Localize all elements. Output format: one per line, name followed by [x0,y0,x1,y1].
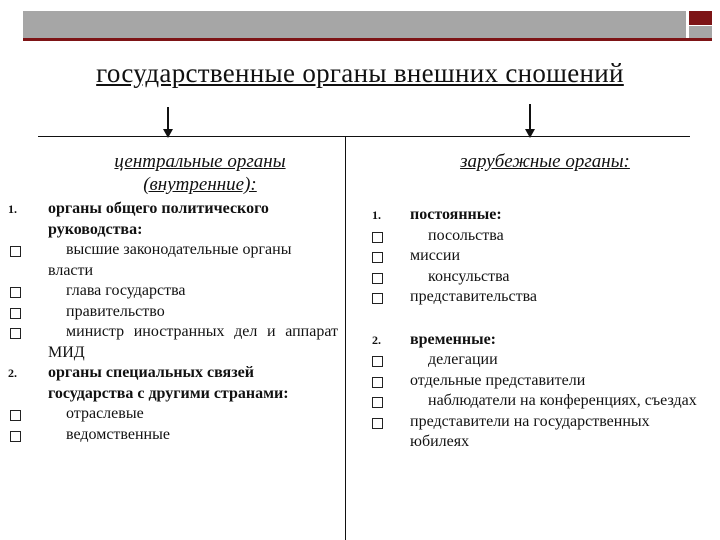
checkbox-icon [372,377,383,388]
list-item-text: министр иностранных дел и аппарат МИД [48,323,338,361]
left-subitem [48,302,338,323]
list-item-text: глава государства [66,282,186,299]
checkbox-icon [372,273,383,284]
left-subitem [48,281,338,302]
right-subitem [410,246,712,267]
right-subitem [410,287,712,308]
list-item-text: правительство [66,302,165,320]
checkbox-icon [372,418,383,429]
right-column-heading [400,150,690,173]
right-item-1 [372,205,712,226]
list-item-text: временные: [410,330,496,348]
right-list [372,205,712,453]
list-spacer [410,308,712,330]
checkbox-icon [372,252,383,263]
left-heading-line2: (внутренние): [143,174,257,195]
checkbox-icon [10,308,21,319]
left-column-heading [40,150,360,196]
list-item-text: ведомственные [66,425,170,443]
list-item-text: органы специальных связей государства с другими странами: [48,364,289,402]
list-item-text: наблюдатели на конференциях, съездах [428,392,697,409]
header-bar [23,11,686,39]
checkbox-icon [10,287,21,298]
right-item-2 [372,330,712,351]
left-item-2 [8,363,338,404]
list-item-text: миссии [410,247,461,264]
checkbox-icon [10,328,21,339]
checkbox-icon [10,410,21,421]
checkbox-icon [372,356,383,367]
vertical-divider [345,137,346,540]
list-item-text: делегации [428,351,498,368]
list-item-text: постоянные: [410,206,502,223]
left-subitem [48,404,338,425]
checkbox-icon [10,246,21,257]
header-rule [23,38,712,41]
right-subitem [410,391,712,412]
list-item-text: представительства [410,288,538,305]
left-heading-line1: центральные органы [114,151,286,172]
list-item-text: органы общего политического руководства: [48,200,269,238]
list-item-text: консульства [428,267,510,285]
horizontal-divider [38,136,690,137]
left-subitem [48,425,338,446]
right-subitem [410,371,712,392]
right-subitem [410,412,712,453]
right-heading-text: зарубежные органы: [460,151,630,172]
left-subitem [48,322,338,363]
list-number: 1. [372,208,381,222]
list-item-text: представители на государственных юбилеях [410,412,650,450]
checkbox-icon [372,232,383,243]
left-item-1 [8,199,338,240]
list-item-text: высшие законодательные органы власти [48,241,292,279]
right-subitem [410,350,712,371]
checkbox-icon [372,397,383,408]
left-list [8,199,338,445]
right-subitem [410,267,712,288]
list-item-text: отраслевые [66,405,144,422]
checkbox-icon [10,431,21,442]
list-item-text: отдельные представители [410,371,586,389]
list-number: 2. [8,366,17,380]
right-subitem [410,226,712,247]
header-gray-square [689,26,712,38]
list-number: 1. [8,202,17,216]
page-title: государственные органы внешних сношений [96,58,624,88]
header-accent-square [689,11,712,25]
list-number: 2. [372,332,381,347]
checkbox-icon [372,293,383,304]
list-item-text: посольства [428,226,504,244]
left-subitem [48,240,338,281]
